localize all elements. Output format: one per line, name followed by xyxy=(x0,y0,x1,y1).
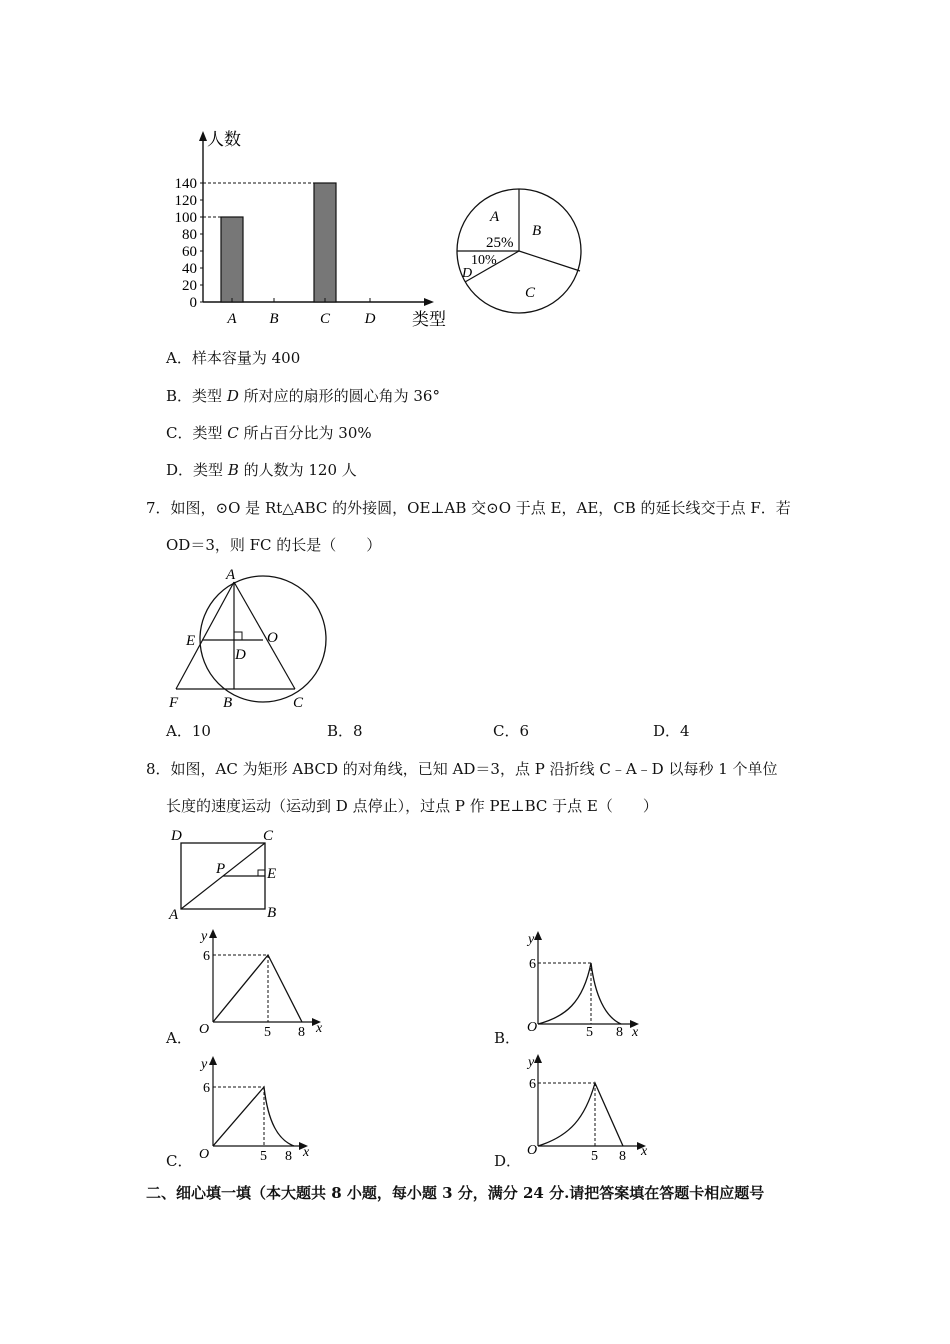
y-tick-label: 40 xyxy=(182,261,197,277)
q7-label-f: F xyxy=(169,695,179,711)
y-tick-label: 140 xyxy=(174,176,197,192)
y-tick-label: 80 xyxy=(182,227,197,243)
svg-text:8: 8 xyxy=(616,1025,623,1040)
q7-stem-line2: OD＝3，则 FC 的长是（ ） xyxy=(166,536,382,554)
y-tick-label: 60 xyxy=(182,244,197,260)
q6-option-b: B．类型 D 所对应的扇形的圆心角为 36° xyxy=(166,387,440,405)
pie-pct-d: 10% xyxy=(471,253,497,268)
svg-text:y: y xyxy=(528,932,535,947)
section-2-heading: 二、细心填一填（本大题共 8 小题，每小题 3 分，满分 24 分.请把答案填在答题卡相应题号 xyxy=(146,1184,765,1202)
q6-option-c: C．类型 C 所占百分比为 30% xyxy=(166,424,372,442)
svg-text:8: 8 xyxy=(619,1149,626,1164)
x-category-label-d: D xyxy=(364,311,376,327)
svg-text:5: 5 xyxy=(260,1149,267,1164)
x-category-label-b: B xyxy=(269,311,279,327)
svg-text:6: 6 xyxy=(203,949,210,964)
svg-text:O: O xyxy=(199,1022,210,1037)
q8-stem-line1: 8．如图，AC 为矩形 ABCD 的对角线，已知 AD＝3，点 P 沿折线 C﹣A﹣D 以每秒 1 个单位 xyxy=(146,760,778,778)
svg-text:6: 6 xyxy=(203,1081,210,1096)
y-axis-label: 人数 xyxy=(207,130,241,149)
svg-text:5: 5 xyxy=(586,1025,593,1040)
q8-graph-c xyxy=(190,1052,320,1167)
bar-c xyxy=(314,183,336,302)
q7-label-a: A xyxy=(226,567,236,583)
pie-label-c: C xyxy=(525,285,536,301)
q8-option-c-label: C． xyxy=(166,1152,193,1170)
q7-label-o: O xyxy=(267,630,278,646)
svg-text:O: O xyxy=(527,1143,538,1158)
pie-label-a: A xyxy=(490,209,500,225)
q8-label-a: A xyxy=(169,907,179,923)
q8-label-d: D xyxy=(171,828,182,844)
svg-text:O: O xyxy=(199,1147,210,1162)
q8-label-p: P xyxy=(216,861,226,877)
svg-text:6: 6 xyxy=(529,1077,536,1092)
q7-label-d: D xyxy=(235,647,246,663)
y-tick-label: 0 xyxy=(189,295,197,311)
y-tick-label: 100 xyxy=(174,210,197,226)
y-tick-label: 120 xyxy=(174,193,197,209)
bar-a xyxy=(221,217,243,302)
q7-label-c: C xyxy=(293,695,304,711)
svg-text:5: 5 xyxy=(264,1025,271,1040)
q7-label-b: B xyxy=(223,695,233,711)
svg-text:6: 6 xyxy=(529,957,536,972)
q7-stem-line1: 7．如图，⊙O 是 Rt△ABC 的外接圆，OE⊥AB 交⊙O 于点 E，AE，CB 的延长线交于点 F．若 xyxy=(146,499,791,517)
svg-text:x: x xyxy=(303,1145,310,1160)
svg-text:8: 8 xyxy=(285,1149,292,1164)
svg-text:5: 5 xyxy=(591,1149,598,1164)
q7-option-b: B．8 xyxy=(327,722,363,740)
q7-option-d: D．4 xyxy=(653,722,690,740)
pie-label-b: B xyxy=(532,223,542,239)
pie-chart xyxy=(452,180,587,315)
pie-pct-a: 25% xyxy=(486,235,514,251)
svg-text:y: y xyxy=(528,1055,535,1070)
q7-circle-figure xyxy=(165,565,345,715)
q7-label-e: E xyxy=(186,633,196,649)
svg-text:x: x xyxy=(316,1021,323,1036)
q6-option-a: A．样本容量为 400 xyxy=(166,349,301,367)
x-axis-label: 类型 xyxy=(412,310,446,329)
q7-option-a: A．10 xyxy=(166,722,211,740)
svg-text:y: y xyxy=(201,929,208,944)
svg-text:O: O xyxy=(527,1020,538,1035)
svg-text:8: 8 xyxy=(298,1025,305,1040)
q8-stem-line2: 长度的速度运动（运动到 D 点停止），过点 P 作 PE⊥BC 于点 E（ ） xyxy=(166,797,658,815)
q7-option-c: C．6 xyxy=(493,722,530,740)
svg-text:y: y xyxy=(201,1057,208,1072)
q8-label-b: B xyxy=(267,905,277,921)
q8-graph-b xyxy=(515,925,665,1043)
y-tick-label: 20 xyxy=(182,278,197,294)
svg-text:x: x xyxy=(641,1144,648,1159)
q8-label-e: E xyxy=(267,866,277,882)
q8-option-a-label: A． xyxy=(166,1029,192,1047)
q8-label-c: C xyxy=(263,828,274,844)
q8-option-b-label: B． xyxy=(494,1029,521,1047)
bar-chart xyxy=(150,125,460,335)
pie-label-d: D xyxy=(462,266,473,281)
q6-option-d: D．类型 B 的人数为 120 人 xyxy=(166,461,357,479)
q8-graph-a xyxy=(190,925,340,1043)
q8-rectangle-figure xyxy=(165,823,290,923)
x-category-label-a: A xyxy=(227,311,237,327)
svg-text:x: x xyxy=(632,1025,639,1040)
q8-option-d-label: D． xyxy=(494,1152,522,1170)
q8-graph-d xyxy=(515,1048,665,1166)
x-category-label-c: C xyxy=(319,311,331,327)
